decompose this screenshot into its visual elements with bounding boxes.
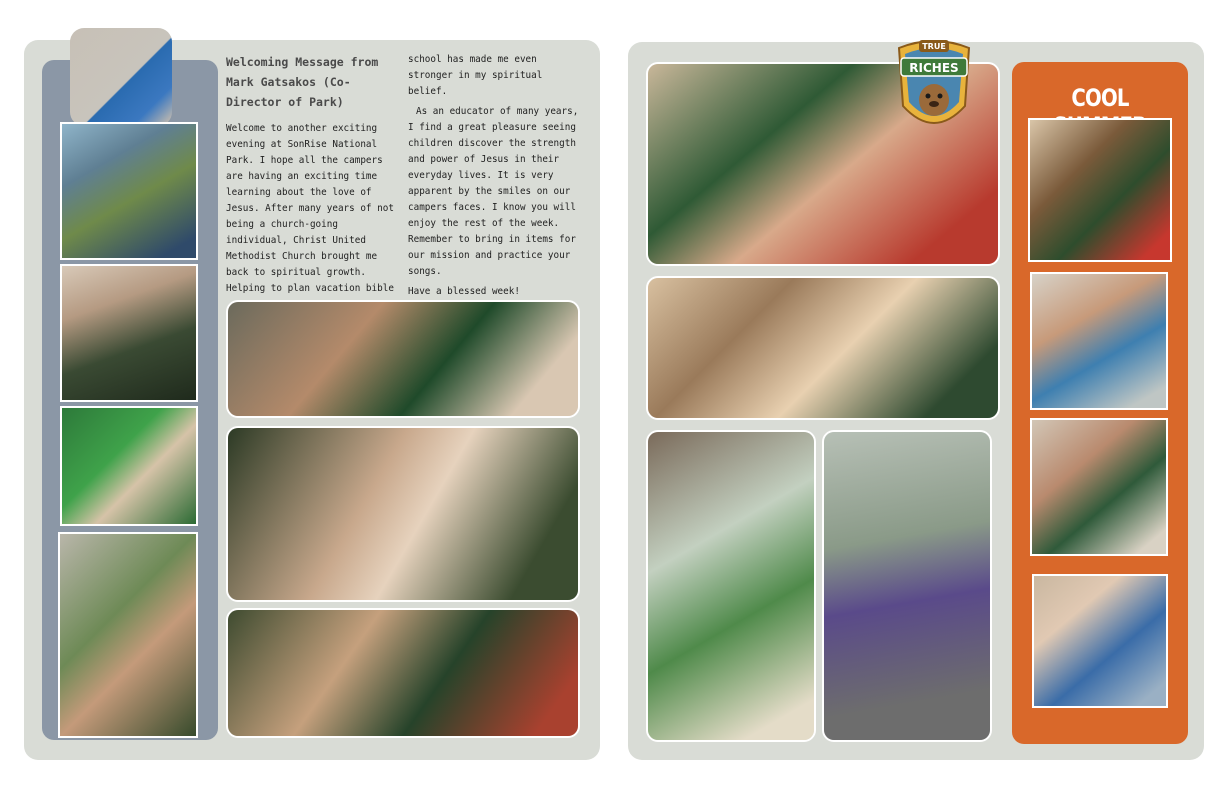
- photo-leader-flag: [646, 430, 816, 742]
- photo-kids-writing-board: [58, 532, 198, 738]
- article-column-2: [408, 52, 586, 304]
- article-paragraph: As an educator of many years, I find a great pleasure seeing children discover the strength and power of Jesus in their everyday lives. It is very apparent by the smiles on our campers faces. I know you will enjoy the rest of the week. Remember to bring in items for our mission and practice your songs.: [408, 106, 579, 277]
- article-paragraph: school has made me even stronger in my spiritual belief.: [408, 54, 543, 97]
- photo-cool-summer-girls: [1028, 118, 1172, 262]
- photo-kid-field: [60, 122, 198, 260]
- article-paragraph: Have a blessed week!: [408, 286, 520, 297]
- photo-kids-mouse-ears: [60, 264, 198, 402]
- article-column-1: Welcome to another exciting evening at SonRise National Park. I hope all the campers are having an exciting time learning about the love of Jesus. After many years of not being a church-going individual, Christ United Methodist Church brought me back to spiritual growth. Helping to plan vacation bible: [226, 123, 394, 294]
- photo-kids-hard-hat: [226, 300, 580, 418]
- photo-kids-eating-contest: [226, 608, 580, 738]
- cool-summer-title: COOL: [1071, 84, 1129, 112]
- photo-kids-green-bandana: [60, 406, 198, 526]
- badge-main-text: RICHES: [909, 61, 959, 75]
- badge-top-text: TRUE: [922, 42, 946, 51]
- photo-teen-parking-lot: [822, 430, 992, 742]
- photo-cool-summer-mouse-hat: [1032, 574, 1168, 708]
- true-riches-badge: [893, 36, 975, 136]
- article-title: Welcoming Message from Mark Gatsakos (Co-Director of Park): [226, 55, 379, 109]
- author-photo: [70, 28, 172, 126]
- photo-cool-summer-man-pointing: [1030, 272, 1168, 410]
- photo-cool-summer-girl-wall: [1030, 418, 1168, 556]
- photo-girls-smiling: [646, 276, 1000, 420]
- photo-man-toddler: [226, 426, 580, 602]
